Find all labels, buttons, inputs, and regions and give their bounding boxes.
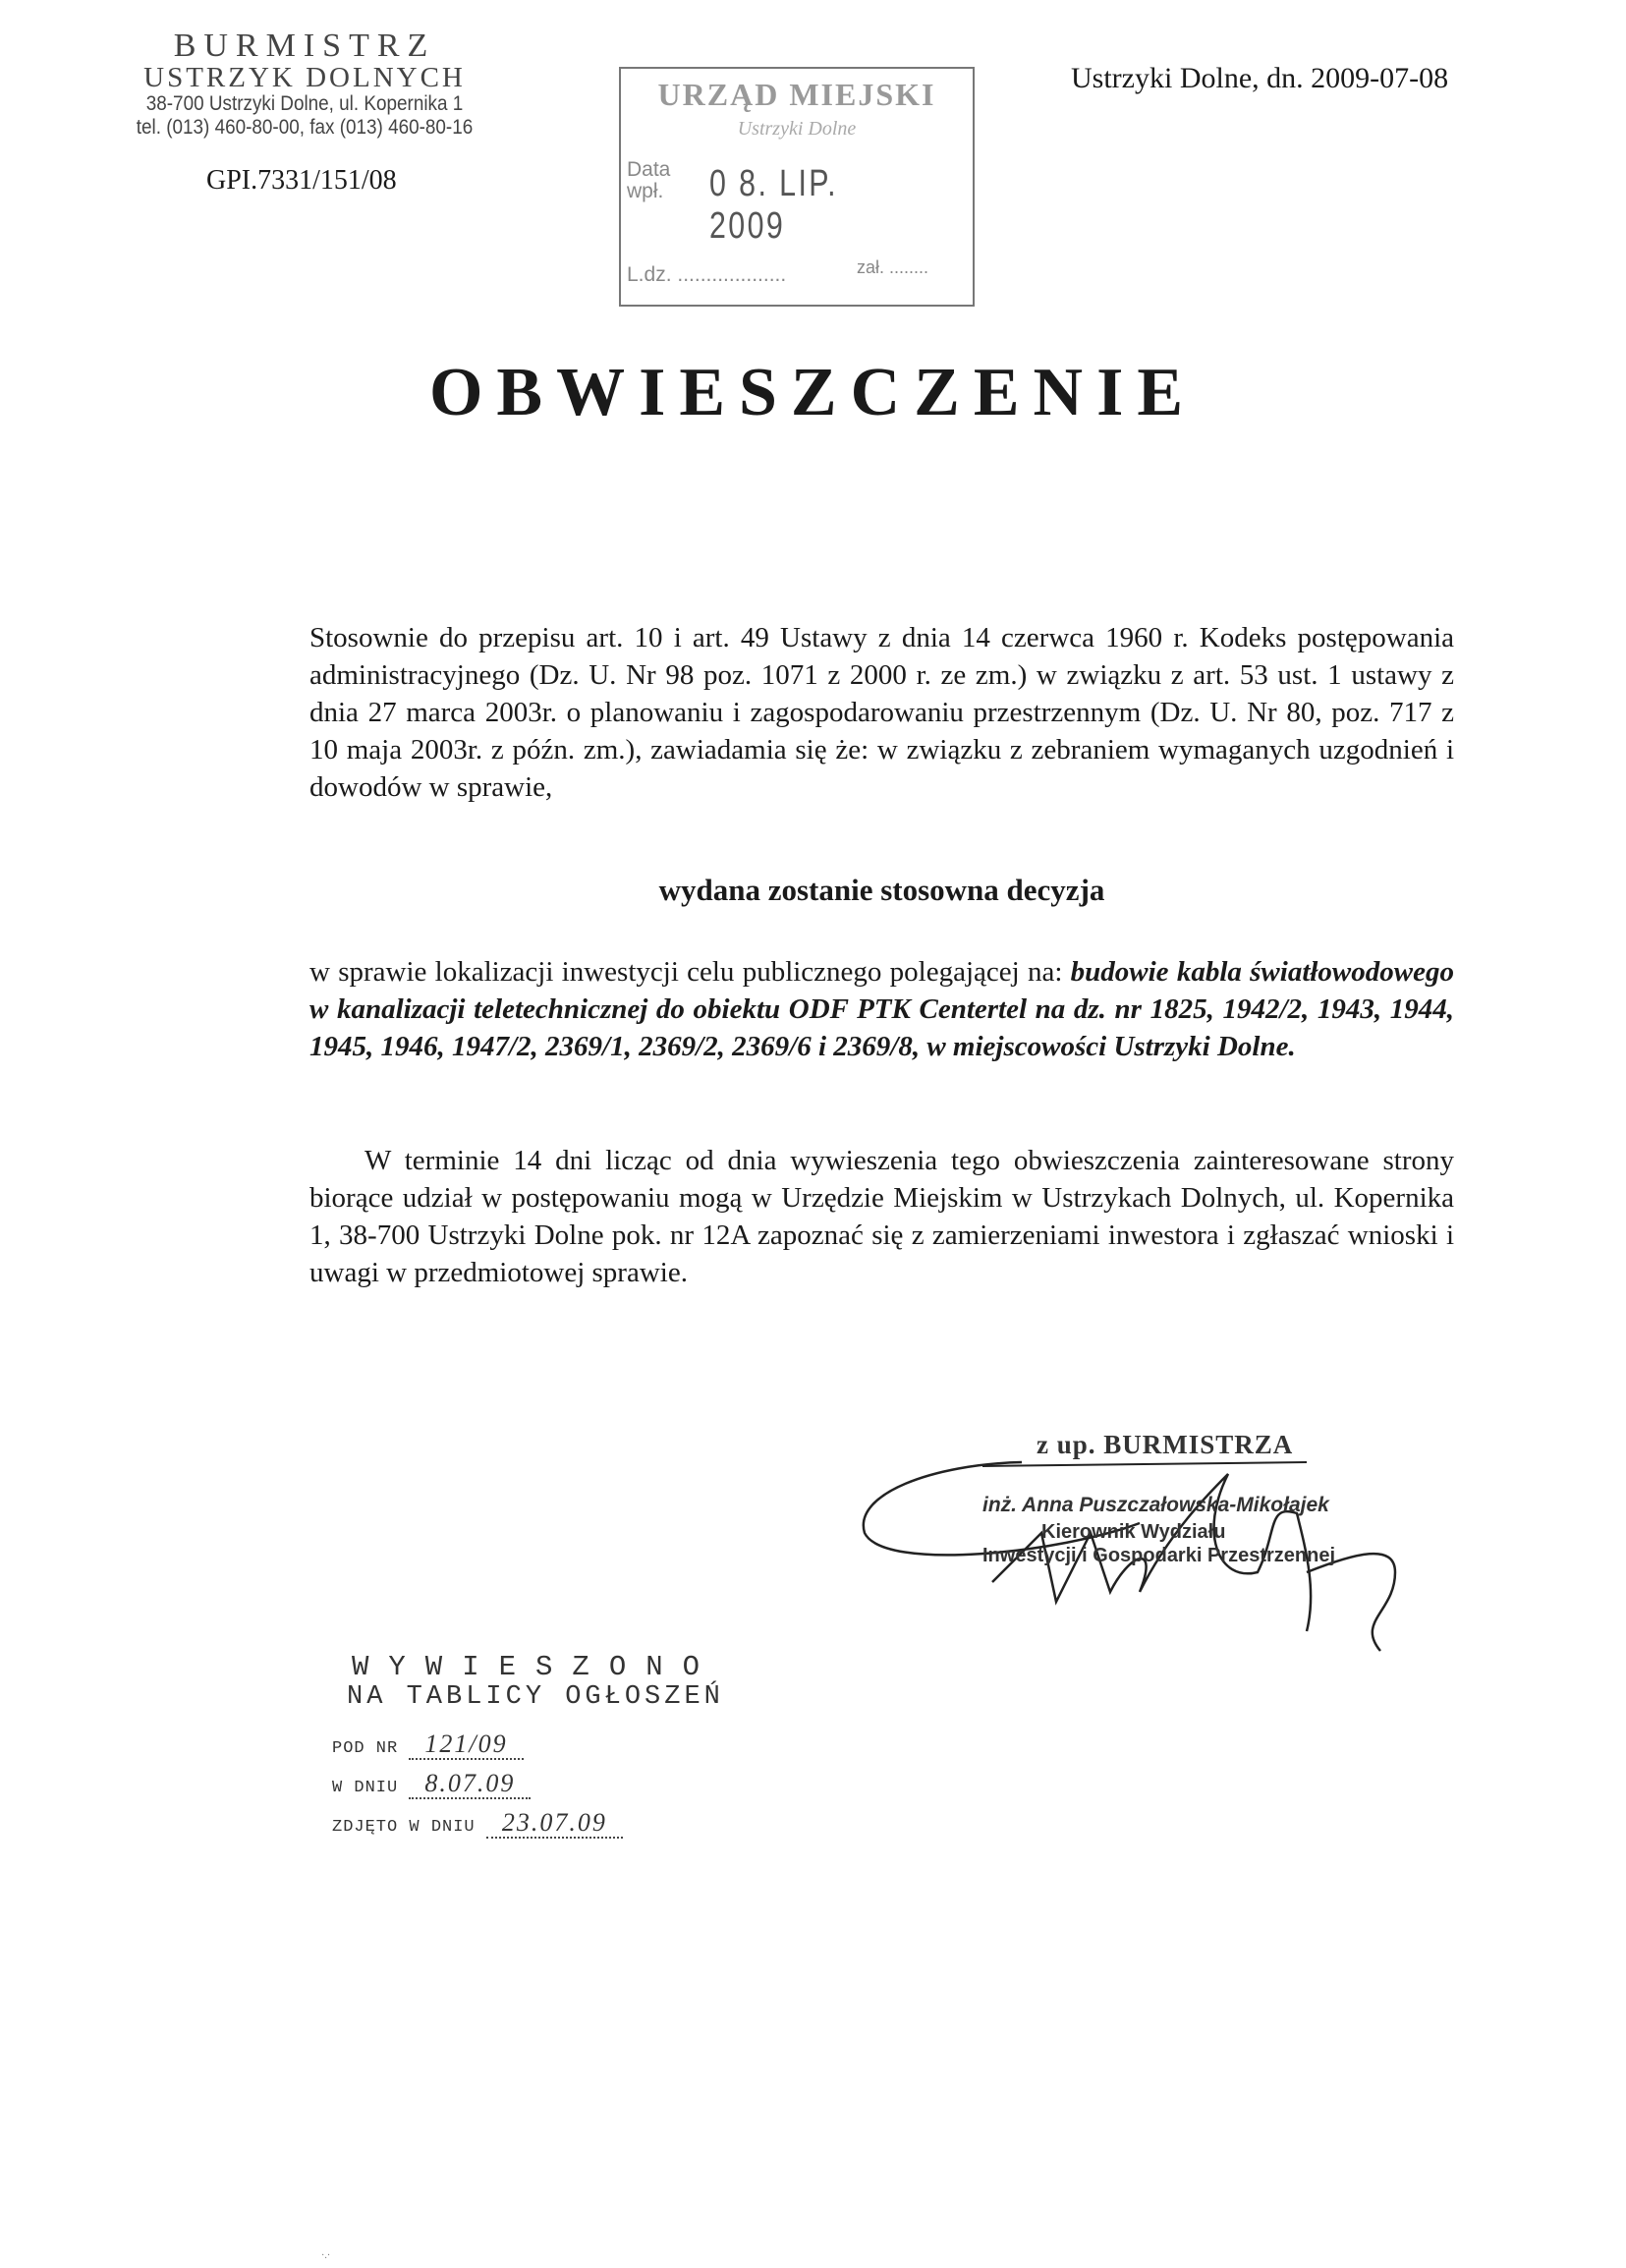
paragraph-investment xyxy=(309,953,1454,1065)
incoming-stamp-zal: zał. ........ xyxy=(857,257,929,277)
removal-date-row xyxy=(332,1808,623,1838)
posting-stamp xyxy=(332,1651,764,1847)
signatory-department: Inwestycji i Gospodarki Przestrzennej xyxy=(982,1545,1336,1566)
paragraph-deadline xyxy=(309,1142,1454,1291)
letterhead-phone: tel. (013) 460-80-00, fax (013) 460-80-16 xyxy=(136,116,474,139)
posting-number-value: 121/09 xyxy=(409,1729,523,1760)
posting-date-row xyxy=(332,1769,531,1798)
reference-number: GPI.7331/151/08 xyxy=(206,165,397,196)
incoming-stamp-date: 0 8. LIP. 2009 xyxy=(709,163,838,247)
document-heading: OBWIESZCZENIE xyxy=(428,355,1198,430)
posting-stamp-title: WYWIESZONO xyxy=(352,1651,720,1683)
posting-number-row xyxy=(332,1729,524,1759)
incoming-stamp-title: URZĄD MIEJSKI xyxy=(657,77,936,112)
incoming-stamp-date-label: Data wpł. xyxy=(627,158,671,202)
signature-stamp xyxy=(845,1415,1415,1671)
place-date: Ustrzyki Dolne, dn. 2009-07-08 xyxy=(1071,62,1449,94)
incoming-stamp-ldz: L.dz. ................... xyxy=(627,263,787,286)
incoming-stamp xyxy=(619,67,975,307)
signatory-position: Kierownik Wydziału xyxy=(1041,1521,1226,1543)
removal-date-label: ZDJĘTO W DNIU xyxy=(332,1818,476,1837)
signatory-name: inż. Anna Puszczałowska-Mikołajek xyxy=(982,1494,1329,1516)
posting-date-label: W DNIU xyxy=(332,1779,399,1797)
posting-date-value: 8.07.09 xyxy=(409,1769,531,1799)
incoming-stamp-subtitle: Ustrzyki Dolne xyxy=(737,118,857,140)
letterhead-city: USTRZYK DOLNYCH xyxy=(143,62,466,93)
posting-number-label: POD NR xyxy=(332,1739,399,1758)
signature-authority: z up. BURMISTRZA xyxy=(1037,1430,1294,1459)
paragraph-deadline-text: W terminie 14 dni licząc od dnia wywieszenia tego obwieszczenia zainteresowane strony biorące udział w postępowaniu mogą w Urzędzie Miejskim w Ustrzykach Dolnych, ul. Kopernika 1, 38-700 Ustrzyki Dolne pok. nr 12A zapoznać się z zamierzeniami inwestora i zgłaszać wnioski i uwagi w przedmiotowej sprawie. xyxy=(309,1145,1454,1288)
letterhead-title: BURMISTRZ xyxy=(173,28,436,64)
posting-stamp-subtitle: NA TABLICY OGŁOSZEŃ xyxy=(347,1682,724,1712)
paragraph-investment-detail: budowie kabla światłowodowego w kanalizacji teletechnicznej do obiektu ODF PTK Centertel na dz. nr 1825, 1942/2, 1943, 1944, 1945, 1946, 1947/2, 2369/1, 2369/2, 2369/6 i 2369/8, w miejscowości Ustrzyki Dolne. xyxy=(309,956,1454,1062)
decision-statement: wydana zostanie stosowna decyzja xyxy=(658,873,1105,907)
paragraph-investment-intro: w sprawie lokalizacji inwestycji celu publicznego polegającej na: xyxy=(309,956,1071,988)
paragraph-legal-basis-text: Stosownie do przepisu art. 10 i art. 49 Ustawy z dnia 14 czerwca 1960 r. Kodeks postępowania administracyjnego (Dz. U. Nr 98 poz. 1071 z 2000 r. ze zm.) w związku z art. 53 ust. 1 ustawy z dnia 27 marca 2003r. o planowaniu i zagospodarowaniu przestrzennym (Dz. U. Nr 80, poz. 717 z 10 maja 2003r. z późn. zm.), zawiadamia się że: w związku z zebraniem wymaganych uzgodnień i dowodów w sprawie, xyxy=(309,622,1454,803)
removal-date-value: 23.07.09 xyxy=(486,1808,623,1839)
letterhead-stamp xyxy=(98,29,511,140)
paragraph-legal-basis xyxy=(309,619,1454,806)
scan-mark: ·.· xyxy=(321,2250,331,2261)
letterhead-address: 38-700 Ustrzyki Dolne, ul. Kopernika 1 xyxy=(145,92,464,115)
